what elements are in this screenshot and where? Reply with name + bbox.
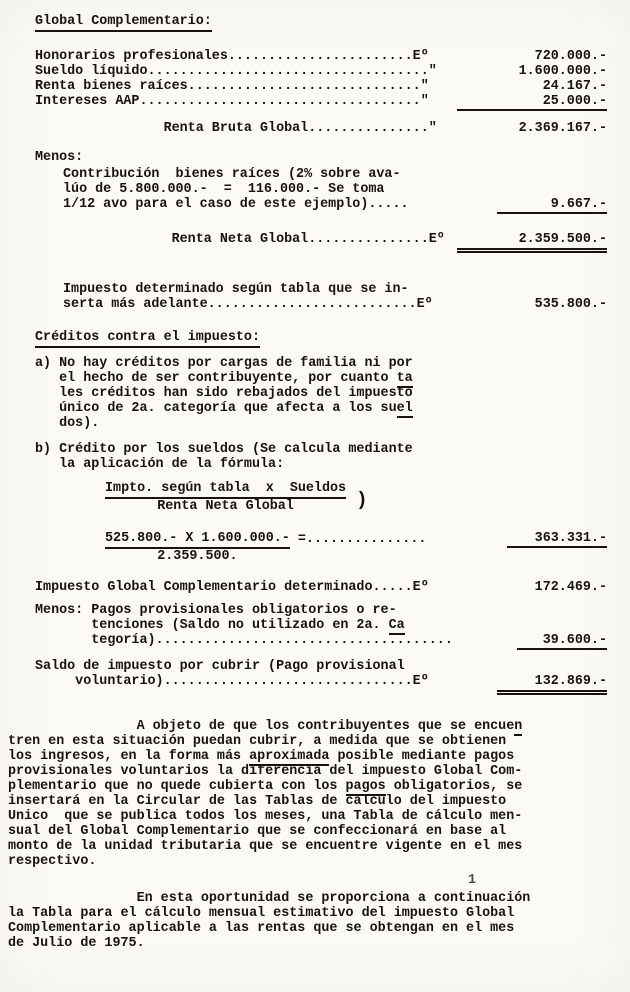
credito-item-a [35, 356, 413, 431]
paragraph-line: respectivo. [8, 854, 97, 869]
credito-item-b [35, 442, 413, 472]
item-b-line: la aplicación de la fórmula: [35, 457, 285, 472]
item-a-line: a) No hay créditos por cargas de familia ni por [35, 356, 413, 371]
calculo-equals-dots: =............... [297, 532, 427, 547]
contribucion-line: 1/12 avo para el caso de este ejemplo)..... [63, 197, 409, 212]
saldo-line: Saldo de impuesto por cubrir (Pago provisional [35, 659, 405, 674]
creditos-heading-text: Créditos contra el impuesto: [35, 330, 260, 348]
renta-neta-value: 2.359.500.- [457, 232, 607, 253]
contribucion-value: 9.667.- [497, 197, 607, 214]
saldo-value: 132.869.- [497, 674, 607, 695]
saldo-block [35, 659, 607, 695]
contribucion-block [63, 167, 607, 214]
formula-denominator: Renta Neta Global [157, 499, 294, 514]
pagos-provisionales-block [35, 603, 607, 650]
item-b-line: b) Crédito por los sueldos (Se calcula mediante [35, 442, 413, 457]
paragraph-line: la Tabla para el cálculo mensual estimativo del impuesto Global [8, 906, 515, 921]
contribucion-line: lúo de 5.800.000.- = 116.000.- Se toma [63, 182, 385, 197]
igc-label: Impuesto Global Complementario determinado.....Eº [35, 580, 429, 595]
contribucion-line: Contribución bienes raíces (2% sobre ava- [63, 167, 401, 182]
calculo-denominator: 2.359.500. [157, 549, 238, 564]
income-value: 1.600.000.- [518, 64, 607, 79]
formula-numerator: Impto. según tabla x Sueldos [105, 481, 346, 499]
calculo-stack [105, 531, 290, 564]
igc-row [35, 580, 607, 595]
paragraph-line: A objeto de que los contribuyentes que se encuen [8, 719, 523, 734]
calculo-value: 363.331.- [507, 531, 607, 548]
impuesto-determinado-block [63, 282, 607, 312]
paragraph-line: tren en esta situación puedan cubrir, a medida que se obtienen [8, 734, 507, 749]
renta-bruta-row [35, 121, 607, 136]
paragraph-line: En esta oportunidad se proporciona a continuación [8, 891, 531, 906]
paragraph-line: insertará en la Circular de las Tablas de cálculo del impuesto [8, 794, 507, 809]
income-row-intereses [35, 94, 607, 111]
item-a-line: único de 2a. categoría que afecta a los suel [35, 401, 413, 416]
paragraph-line: de Julio de 1975. [8, 936, 145, 951]
renta-bruta-label: Renta Bruta Global..............." [35, 121, 437, 136]
pagos-line: tegoría)..................................... [35, 633, 453, 648]
item-a-line: el hecho de ser contribuyente, por cuanto ta [35, 371, 413, 386]
calculo-numerator: 525.800.- X 1.600.000.- [105, 531, 290, 549]
item-a-line: dos). [35, 416, 100, 431]
impuesto-determinado-value: 535.800.- [534, 297, 607, 312]
saldo-value-row [35, 674, 607, 695]
doc-title-text: Global Complementario: [35, 14, 212, 32]
renta-neta-label: Renta Neta Global...............Eº [35, 232, 445, 247]
contribucion-value-row [63, 197, 607, 214]
impuesto-determinado-line: Impuesto determinado según tabla que se in- [63, 282, 409, 297]
income-label: Renta bienes raíces............................." [35, 79, 429, 94]
paragraph-line: Complementario aplicable a las rentas que se obtengan en el mes [8, 921, 515, 936]
pagos-line: Menos: Pagos provisionales obligatorios o re- [35, 603, 397, 618]
paragraph-line: plementario que no quede cubierta con los pagos obligatorios, se [8, 779, 523, 794]
income-label: Honorarios profesionales.......................Eº [35, 49, 429, 64]
pagos-value: 39.600.- [517, 633, 607, 650]
renta-neta-row [35, 232, 607, 253]
income-section [35, 49, 607, 111]
item-a-line: les créditos han sido rebajados del impuesto [35, 386, 413, 401]
income-value: 25.000.- [457, 94, 607, 111]
calculo-row [105, 531, 607, 564]
formula-paren: ) [356, 489, 368, 511]
stray-mark: 1 [468, 873, 477, 888]
pagos-line: tenciones (Saldo no utilizado en 2a. Ca [35, 618, 405, 633]
formula-stack [105, 481, 346, 514]
renta-bruta-value: 2.369.167.- [518, 121, 607, 136]
paragraph-line: sual del Global Complementario que se confeccionará en base al [8, 824, 507, 839]
impuesto-determinado-row [63, 297, 607, 312]
saldo-line: voluntario)...............................Eº [35, 674, 429, 689]
income-row-renta-raices [35, 79, 607, 94]
income-value: 24.167.- [542, 79, 607, 94]
formula-fraction [105, 481, 367, 514]
paragraph-line: monto de la unidad tributaria que se encuentre vigente en el mes [8, 839, 523, 854]
igc-value: 172.469.- [534, 580, 607, 595]
impuesto-determinado-line: serta más adelante..........................Eº [63, 297, 433, 312]
paragraph-line: los ingresos, en la forma más aproximada posible mediante pagos [8, 749, 515, 764]
pagos-value-row [35, 633, 607, 650]
income-label: Intereses AAP..................................." [35, 94, 429, 109]
income-label: Sueldo líquido..................................." [35, 64, 437, 79]
paragraph-line: Unico que se publica todos los meses, una Tabla de cálculo men- [8, 809, 523, 824]
menos-heading: Menos: [35, 150, 84, 165]
paragraph-2 [8, 891, 622, 951]
income-row-honorarios [35, 49, 607, 64]
income-value: 720.000.- [534, 49, 607, 64]
creditos-heading [35, 330, 260, 348]
income-row-sueldo [35, 64, 607, 79]
paragraph-line: provisionales voluntarios la diferencia del impuesto Global Com- [8, 764, 523, 779]
doc-title [35, 14, 212, 32]
paragraph-1 [8, 719, 622, 869]
